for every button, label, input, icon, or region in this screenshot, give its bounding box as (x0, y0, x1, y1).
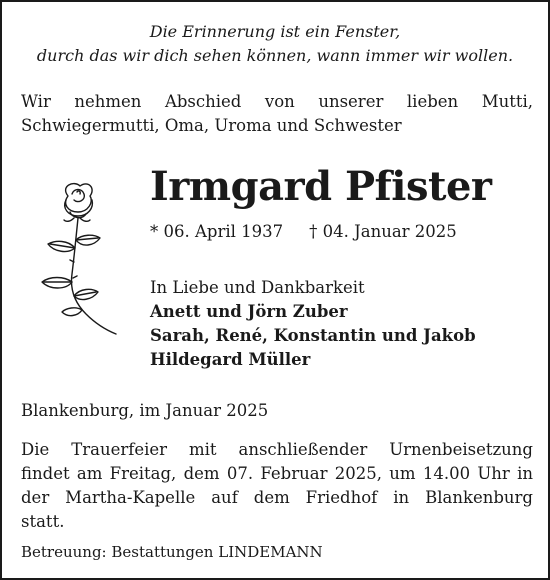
place-and-date: Blankenburg, im Januar 2025 (21, 401, 269, 420)
ceremony-line-4: statt. (21, 512, 65, 531)
ceremony-line-1: Die Trauerfeier mit anschließender Urnenbeisetzung (21, 440, 533, 459)
quote-line-2: durch das wir dich sehen können, wann immer wir wollen. (36, 46, 514, 65)
intro-line-2: Schwiegermutti, Oma, Uroma und Schwester (21, 116, 402, 135)
mourners-block (150, 276, 476, 372)
birth-date: * 06. April 1937 (150, 222, 284, 241)
undertaker-credit: Betreuung: Bestattungen LINDEMANN (21, 543, 323, 561)
mourner-family-1: Anett und Jörn Zuber (150, 302, 348, 321)
mourner-family-3: Hildegard Müller (150, 350, 311, 369)
mourner-family-2: Sarah, René, Konstantin und Jakob (150, 326, 476, 345)
farewell-intro (21, 90, 533, 138)
ceremony-line-2: findet am Freitag, dem 07. Februar 2025, um 14.00 Uhr in (21, 464, 533, 483)
life-dates (150, 220, 457, 244)
deceased-name: Irmgard Pfister (150, 163, 492, 210)
ceremony-line-3: der Martha-Kapelle auf dem Friedhof in Blankenburg (21, 488, 533, 507)
mourners-heading: In Liebe und Dankbarkeit (150, 278, 365, 297)
death-date: † 04. Januar 2025 (309, 222, 457, 241)
quote-line-1: Die Erinnerung ist ein Fenster, (149, 22, 401, 41)
memorial-quote (2, 20, 548, 68)
rose-icon (30, 178, 122, 338)
intro-line-1: Wir nehmen Abschied von unserer lieben Mutti, (21, 92, 533, 111)
funeral-details (21, 438, 533, 534)
